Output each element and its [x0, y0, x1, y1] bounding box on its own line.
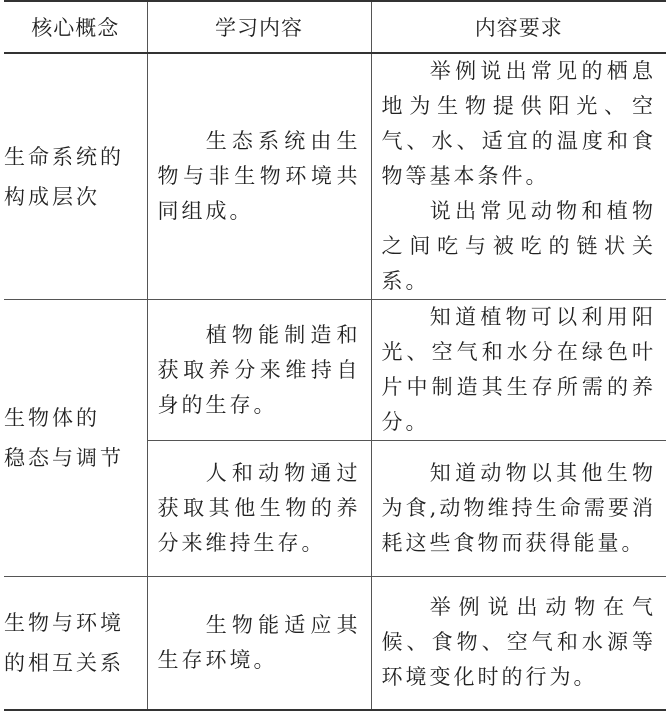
learning-content-cell — [147, 53, 371, 300]
table-row — [4, 577, 666, 710]
concept-line: 生命系统的 — [4, 144, 124, 169]
requirement-text: 举例说出动物在气候、食物、空气和水源等环境变化时的行为。 — [381, 595, 656, 690]
header-core-concept: 核心概念 — [4, 1, 147, 53]
concept-line: 生物体的 — [4, 406, 100, 430]
table-row — [4, 53, 666, 300]
learning-content-cell — [147, 300, 371, 441]
concept-line: 生物与环境 — [4, 610, 124, 635]
header-row — [4, 1, 666, 53]
content-requirements-cell — [371, 577, 666, 710]
table-row — [4, 300, 666, 441]
content-requirements-cell — [371, 300, 666, 441]
learning-content-text: 人和动物通过获取其他生物的养分来维持生存。 — [157, 461, 361, 555]
content-requirements-cell — [371, 441, 666, 577]
requirement-text: 说出常见动物和植物之间吃与被吃的链状关系。 — [381, 199, 656, 293]
requirement-text: 知道动物以其他生物为食,动物维持生命需要消耗这些食物而获得能量。 — [381, 461, 656, 555]
concept-line: 构成层次 — [4, 184, 100, 209]
requirement-text: 举例说出常见的栖息地为生物提供阳光、空气、水、适宜的温度和食物等基本条件。 — [381, 59, 656, 188]
learning-content-text: 植物能制造和获取养分来维持自身的生存。 — [157, 322, 361, 417]
concept-line: 稳态与调节 — [4, 446, 124, 470]
header-learning-content: 学习内容 — [147, 1, 371, 53]
learning-content-cell — [147, 441, 371, 577]
core-concept-cell — [4, 577, 147, 710]
concept-line: 的相互关系 — [4, 650, 124, 675]
core-concept-cell — [4, 300, 147, 577]
learning-content-text: 生物能适应其生存环境。 — [157, 612, 361, 672]
core-concept-cell — [4, 53, 147, 300]
curriculum-table — [4, 0, 666, 711]
header-content-requirements: 内容要求 — [371, 1, 666, 53]
learning-content-text: 生态系统由生物与非生物环境共同组成。 — [157, 129, 361, 223]
content-requirements-cell — [371, 53, 666, 300]
learning-content-cell — [147, 577, 371, 710]
requirement-text: 知道植物可以利用阳光、空气和水分在绿色叶片中制造其生存所需的养分。 — [381, 305, 656, 434]
